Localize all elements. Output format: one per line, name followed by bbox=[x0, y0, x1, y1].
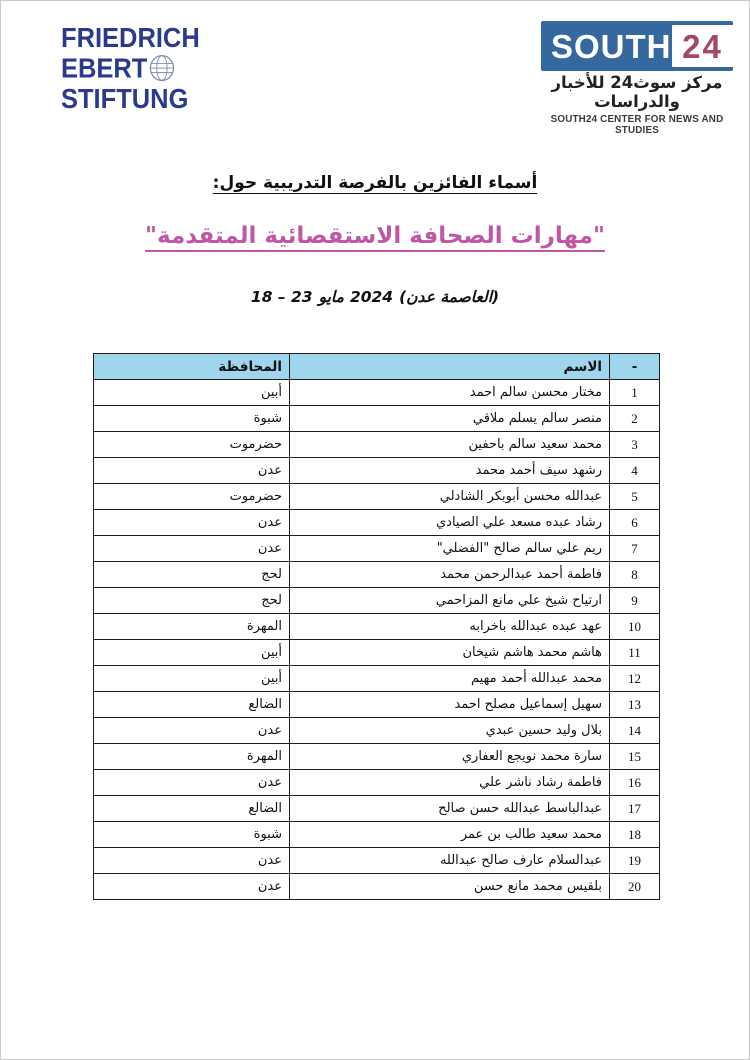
cell-name: منصر سالم يسلم ملاقي bbox=[290, 406, 610, 432]
cell-governorate: عدن bbox=[94, 718, 290, 744]
cell-governorate: عدن bbox=[94, 770, 290, 796]
cell-name: مختار محسن سالم احمد bbox=[290, 380, 610, 406]
cell-governorate: شبوة bbox=[94, 406, 290, 432]
table-row bbox=[94, 848, 660, 874]
south24-logo-box bbox=[541, 21, 733, 71]
cell-number: 15 bbox=[610, 744, 660, 770]
table-row bbox=[94, 874, 660, 900]
table-row bbox=[94, 770, 660, 796]
table-row bbox=[94, 718, 660, 744]
cell-number: 7 bbox=[610, 536, 660, 562]
table-row bbox=[94, 510, 660, 536]
table-row bbox=[94, 744, 660, 770]
cell-governorate: حضرموت bbox=[94, 432, 290, 458]
table-row bbox=[94, 640, 660, 666]
cell-governorate: عدن bbox=[94, 536, 290, 562]
cell-name: محمد سعيد طالب بن عمر bbox=[290, 822, 610, 848]
training-topic-title: "مهارات الصحافة الاستقصائية المتقدمة" bbox=[145, 223, 605, 249]
table-row bbox=[94, 536, 660, 562]
cell-name: عبدالله محسن أبوبكر الشادلي bbox=[290, 484, 610, 510]
fes-logo-text-stiftung: STIFTUNG bbox=[61, 83, 189, 115]
table-header-row bbox=[94, 354, 660, 380]
cell-number: 19 bbox=[610, 848, 660, 874]
south24-logo bbox=[541, 21, 733, 136]
date-month: مايو bbox=[318, 288, 344, 306]
cell-name: بلقيس محمد مانع حسن bbox=[290, 874, 610, 900]
table-row bbox=[94, 380, 660, 406]
cell-governorate: عدن bbox=[94, 458, 290, 484]
cell-governorate: عدن bbox=[94, 874, 290, 900]
table-row bbox=[94, 796, 660, 822]
cell-number: 13 bbox=[610, 692, 660, 718]
cell-number: 11 bbox=[610, 640, 660, 666]
cell-name: ارتياح شيخ علي مانع المزاحمي bbox=[290, 588, 610, 614]
cell-name: عبدالسلام عارف صالح عبدالله bbox=[290, 848, 610, 874]
cell-governorate: عدن bbox=[94, 848, 290, 874]
cell-number: 1 bbox=[610, 380, 660, 406]
cell-governorate: أبين bbox=[94, 666, 290, 692]
cell-governorate: أبين bbox=[94, 380, 290, 406]
south24-arabic-name: مركز سوث24 للأخبار والدراسات bbox=[551, 73, 723, 111]
cell-name: عهد عبده عبدالله باخرابه bbox=[290, 614, 610, 640]
south24-english-name: SOUTH24 CENTER FOR NEWS AND STUDIES bbox=[550, 113, 724, 136]
cell-number: 3 bbox=[610, 432, 660, 458]
cell-name: رشاد عبده مسعد علي الصيادي bbox=[290, 510, 610, 536]
date-range: 18 – 23 bbox=[250, 288, 313, 306]
column-header-name: الاسم bbox=[290, 354, 610, 380]
cell-name: محمد سعيد سالم باحفين bbox=[290, 432, 610, 458]
date-year: 2024 bbox=[349, 288, 394, 306]
cell-number: 2 bbox=[610, 406, 660, 432]
cell-number: 5 bbox=[610, 484, 660, 510]
table-row bbox=[94, 822, 660, 848]
cell-name: فاطمة أحمد عبدالرحمن محمد bbox=[290, 562, 610, 588]
fes-logo-line2 bbox=[61, 51, 200, 86]
cell-number: 16 bbox=[610, 770, 660, 796]
cell-name: سهيل إسماعيل مصلح احمد bbox=[290, 692, 610, 718]
winners-table-body bbox=[94, 380, 660, 900]
fes-logo bbox=[61, 21, 200, 115]
fes-logo-text-friedrich: FRIEDRICH bbox=[61, 21, 200, 54]
south24-logo-number-box bbox=[672, 25, 734, 67]
cell-number: 12 bbox=[610, 666, 660, 692]
cell-name: سارة محمد نويجع العفاري bbox=[290, 744, 610, 770]
cell-number: 4 bbox=[610, 458, 660, 484]
table-row bbox=[94, 484, 660, 510]
cell-governorate: أبين bbox=[94, 640, 290, 666]
document-title: أسماء الفائزين بالفرصة التدريبية حول: bbox=[212, 173, 538, 193]
column-header-governorate: المحافظة bbox=[94, 354, 290, 380]
south24-logo-number: 24 bbox=[682, 27, 723, 65]
cell-number: 14 bbox=[610, 718, 660, 744]
cell-number: 17 bbox=[610, 796, 660, 822]
column-header-number: - bbox=[610, 354, 660, 380]
fes-logo-text-ebert: EBERT bbox=[61, 52, 148, 84]
cell-number: 18 bbox=[610, 822, 660, 848]
table-row bbox=[94, 588, 660, 614]
cell-governorate: لحج bbox=[94, 588, 290, 614]
cell-name: عبدالباسط عبدالله حسن صالح bbox=[290, 796, 610, 822]
south24-logo-word: SOUTH bbox=[551, 27, 672, 65]
fes-logo-line3 bbox=[61, 83, 200, 115]
cell-name: بلال وليد حسين عبدي bbox=[290, 718, 610, 744]
table-row bbox=[94, 458, 660, 484]
cell-number: 6 bbox=[610, 510, 660, 536]
cell-governorate: شبوة bbox=[94, 822, 290, 848]
winners-table bbox=[93, 353, 660, 900]
cell-governorate: حضرموت bbox=[94, 484, 290, 510]
cell-number: 20 bbox=[610, 874, 660, 900]
table-row bbox=[94, 666, 660, 692]
cell-name: هاشم محمد هاشم شيخان bbox=[290, 640, 610, 666]
globe-icon bbox=[148, 53, 175, 86]
cell-governorate: لحج bbox=[94, 562, 290, 588]
winners-table-container bbox=[93, 353, 660, 900]
cell-governorate: الضالع bbox=[94, 796, 290, 822]
cell-governorate: عدن bbox=[94, 510, 290, 536]
date-place: (العاصمة عدن) bbox=[399, 288, 500, 306]
cell-governorate: المهرة bbox=[94, 614, 290, 640]
cell-governorate: المهرة bbox=[94, 744, 290, 770]
table-row bbox=[94, 406, 660, 432]
fes-logo-line1 bbox=[61, 21, 200, 54]
table-row bbox=[94, 692, 660, 718]
table-row bbox=[94, 432, 660, 458]
table-row bbox=[94, 614, 660, 640]
table-row bbox=[94, 562, 660, 588]
date-location-line bbox=[1, 288, 749, 306]
cell-name: ريم علي سالم صالح "الفضلي" bbox=[290, 536, 610, 562]
cell-number: 8 bbox=[610, 562, 660, 588]
cell-governorate: الضالع bbox=[94, 692, 290, 718]
cell-name: فاطمة رشاد ناشر علي bbox=[290, 770, 610, 796]
cell-name: رشهد سيف أحمد محمد bbox=[290, 458, 610, 484]
cell-number: 9 bbox=[610, 588, 660, 614]
cell-name: محمد عبدالله أحمد مهيم bbox=[290, 666, 610, 692]
cell-number: 10 bbox=[610, 614, 660, 640]
